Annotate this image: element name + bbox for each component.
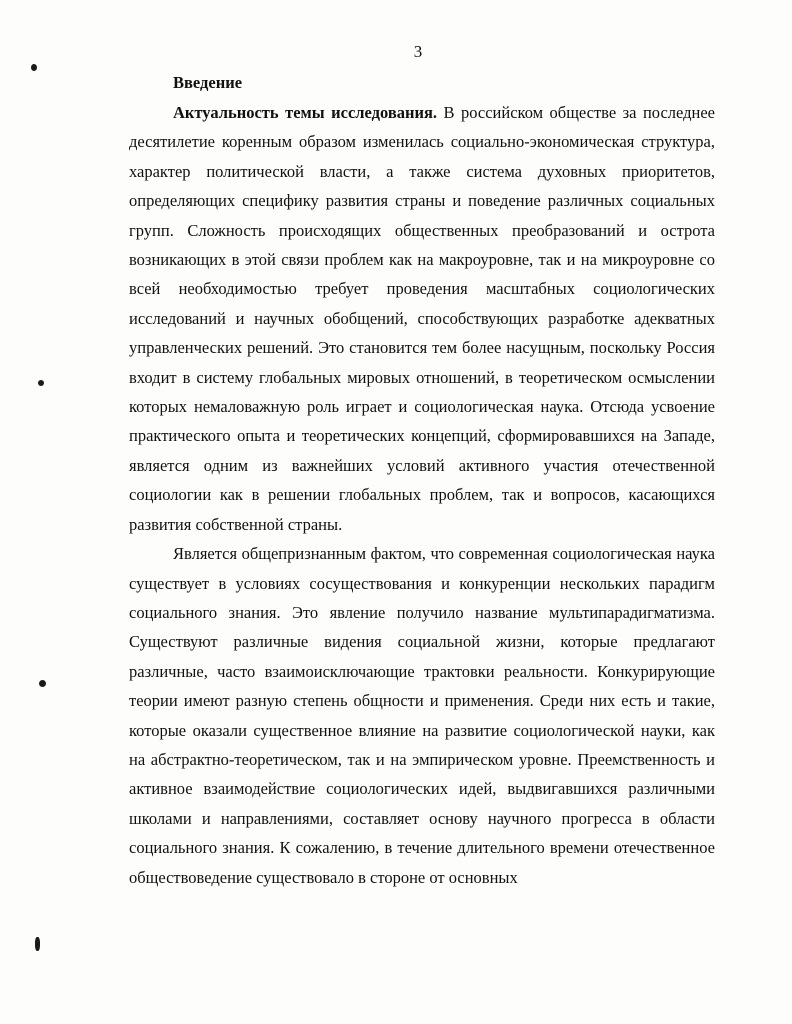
paragraph-2	[129, 539, 715, 892]
paragraph-1-text: В российском обществе за последнее десятилетие коренным образом изменилась социально-экономическая структура, характер политической власти, а также система духовных приоритетов, определяющих специфику развития страны и поведение различных социальных групп. Сложность происходящих общественных преобразований и острота возникающих в этой связи проблем как на макроуровне, так и на микроуровне со всей необходимостью требует проведения масштабных социологических исследований и научных обобщений, способствующих разработке адекватных управленческих решений. Это становится тем более насущным, поскольку Россия входит в систему глобальных мировых отношений, в теоретическом осмыслении которых немаловажную роль играет и социологическая наука. Отсюда усвоение практического опыта и теоретических концепций, сформировавшихся на Западе, является одним из важнейших условий активного участия отечественной социологии как в решении глобальных проблем, так и вопросов, касающихся развития собственной страны.	[129, 103, 715, 534]
section-heading: Введение	[173, 73, 243, 92]
paragraph-1-lead: Актуальность темы исследования.	[173, 103, 438, 122]
page-number: 3	[413, 42, 423, 61]
paragraph-1	[129, 98, 715, 539]
scan-speck	[31, 64, 37, 71]
body-text	[129, 98, 715, 892]
scan-speck	[39, 680, 46, 687]
scan-speck	[35, 937, 40, 951]
paragraph-2-text: Является общепризнанным фактом, что современная социологическая наука существует в условиях сосуществования и конкуренции нескольких парадигм социального знания. Это явление получило название мультипарадигматизма. Существуют различные видения социальной жизни, которые предлагают различные, часто взаимоисключающие трактовки реальности. Конкурирующие теории имеют разную степень общности и применения. Среди них есть и такие, которые оказали существенное влияние на развитие социологической науки, как на абстрактно-теоретическом, так и на эмпирическом уровне. Преемственность и активное взаимодействие социологических идей, выдвигавшихся различными школами и направлениями, составляет основу научного прогресса в области социального знания. К сожалению, в течение длительного времени отечественное обществоведение существовало в стороне от основных	[129, 544, 715, 887]
scan-speck	[38, 380, 44, 386]
